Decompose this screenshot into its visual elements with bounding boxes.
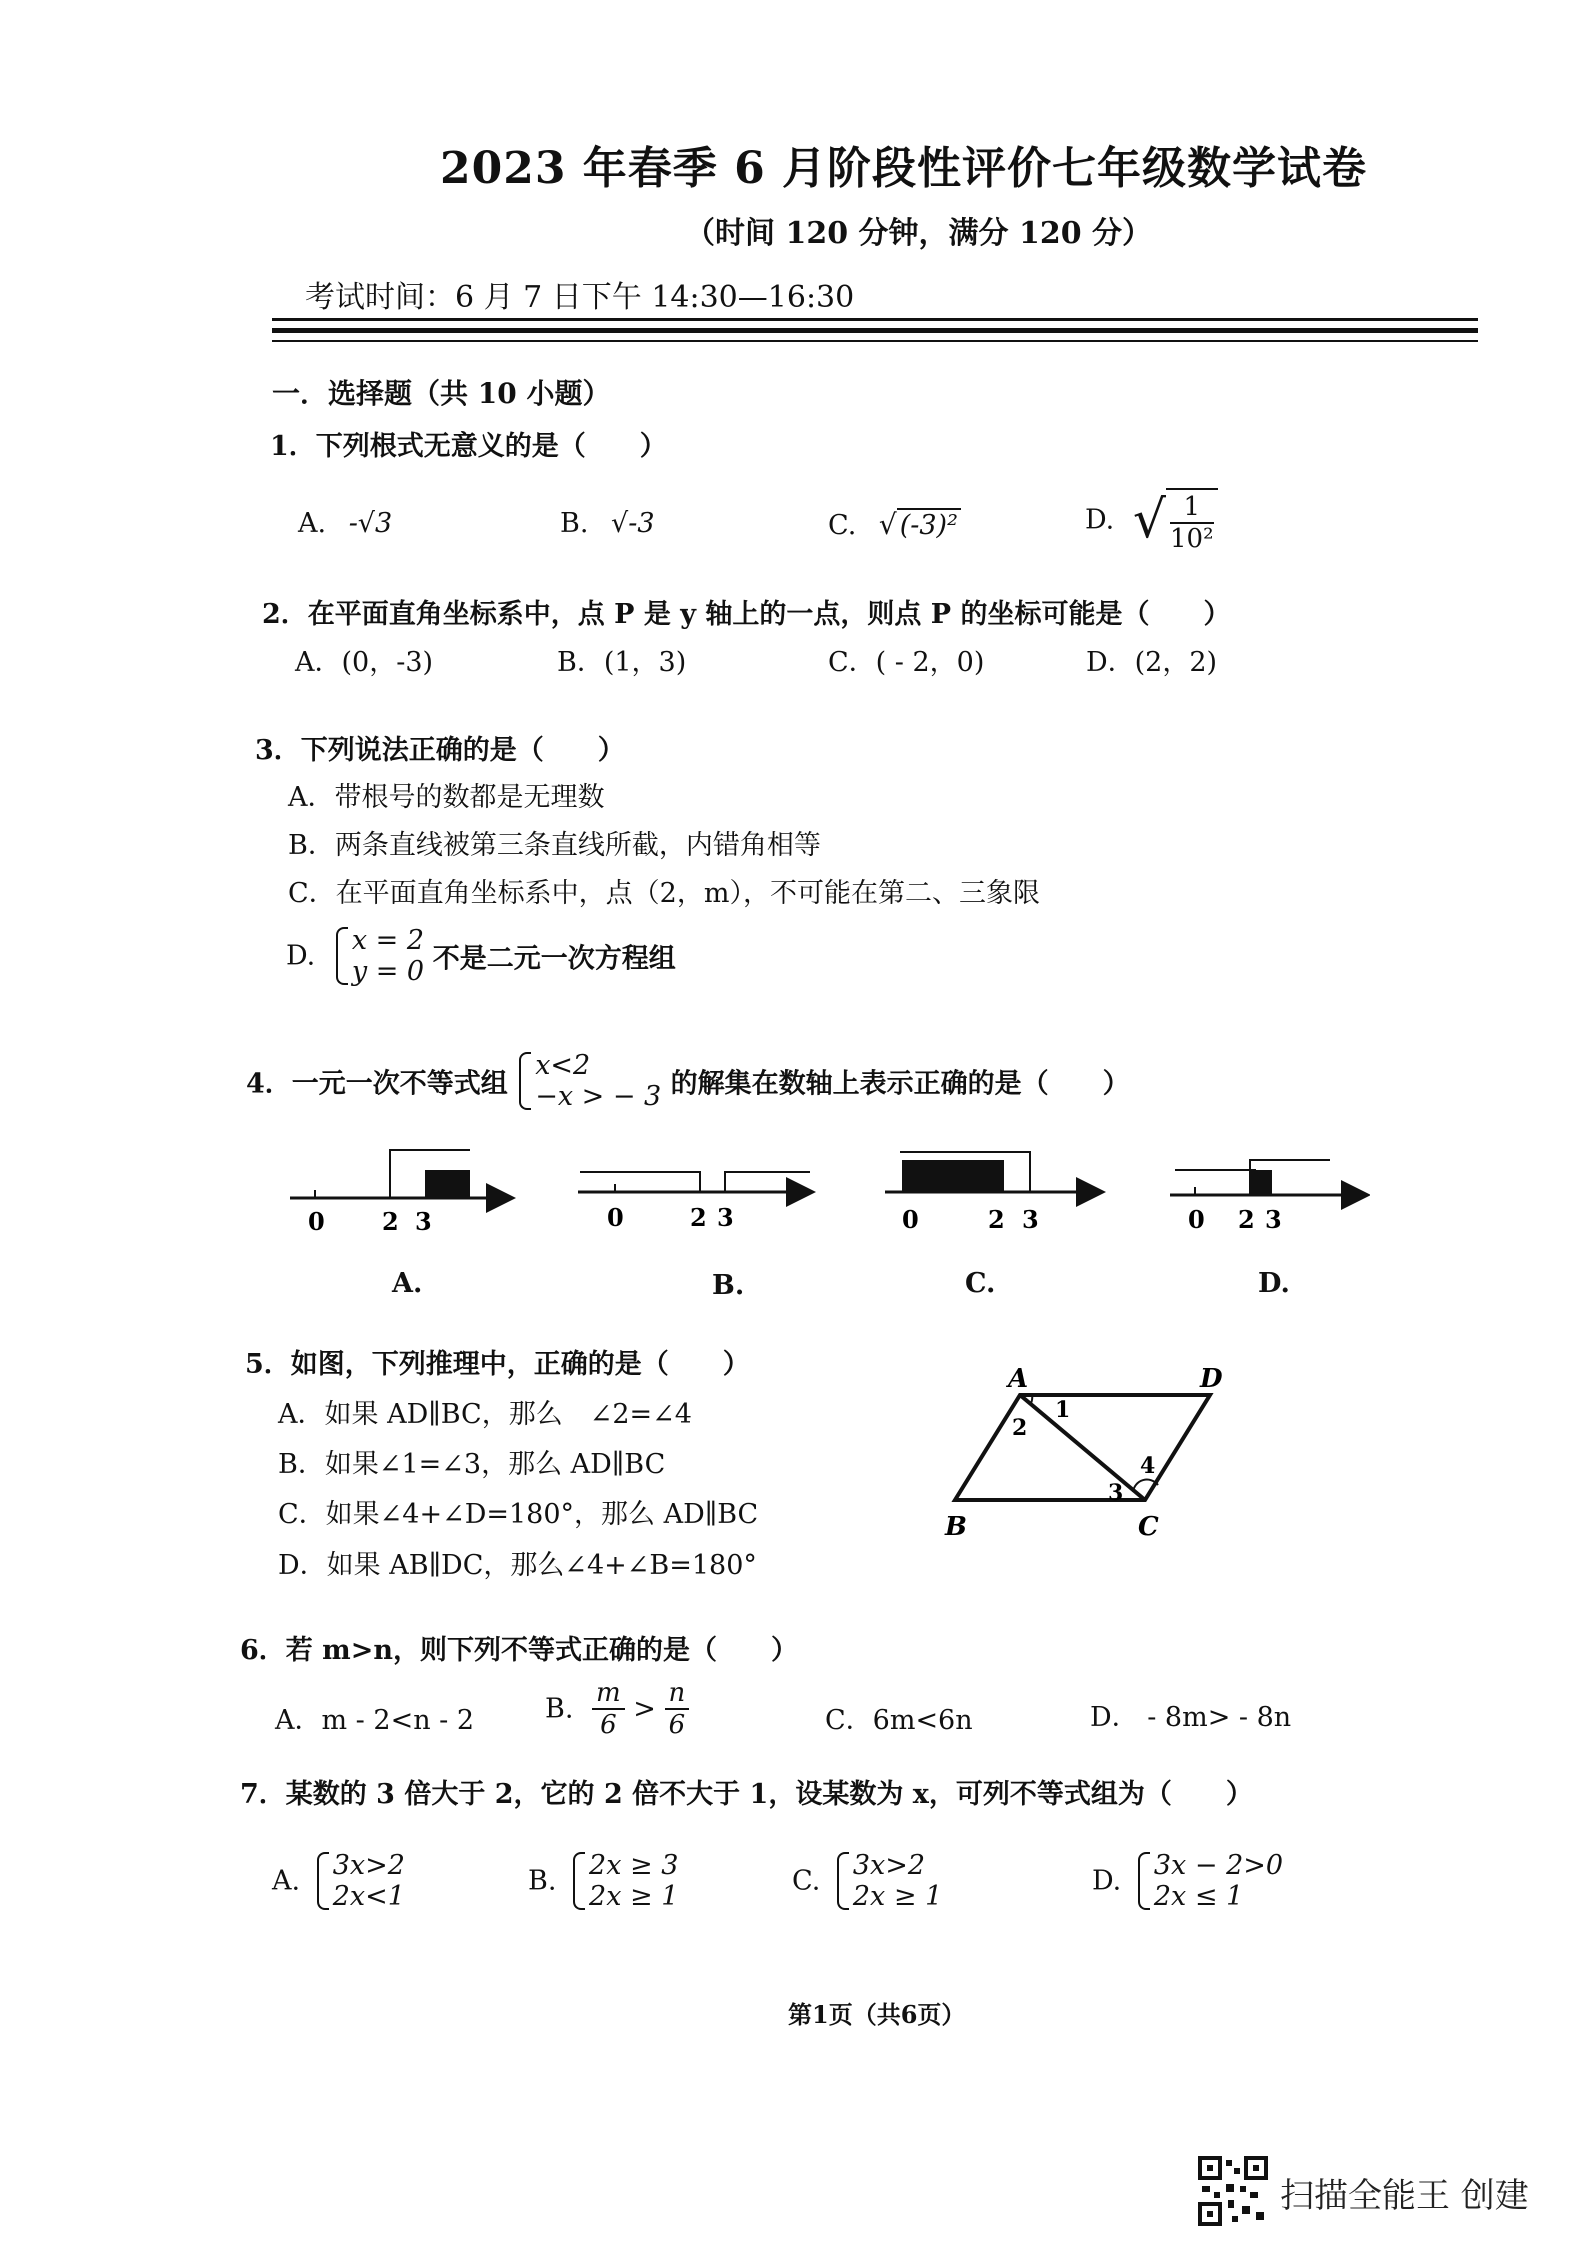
- q1-option-c: [828, 508, 961, 541]
- q1-option-d-fraction: [1166, 488, 1218, 552]
- q5-option-c: C．如果∠4+∠D=180°，那么 AD∥BC: [278, 1499, 759, 1530]
- q5-option-a: A．如果 AD∥BC，那么 ∠2=∠4: [278, 1399, 692, 1430]
- q7-option-d-system: [1136, 1850, 1283, 1912]
- header-rule-thick: [272, 328, 1478, 333]
- sqrt-symbol: √: [878, 508, 897, 541]
- q1-option-d: [1085, 488, 1218, 552]
- inequality-2: −x > − 3: [535, 1081, 662, 1113]
- tick-3: 3: [415, 1207, 432, 1236]
- q7-option-a-system: [315, 1850, 405, 1912]
- number-line-c: [885, 1152, 1100, 1234]
- q6-option-a: A．m - 2<n - 2: [275, 1705, 475, 1736]
- q2-option-b: B．(1，3): [557, 647, 687, 678]
- q6-option-d: D． - 8m> - 8n: [1090, 1702, 1292, 1733]
- angle-3-label: 3: [1108, 1480, 1124, 1506]
- q7-option-b: [528, 1850, 678, 1912]
- q7-option-b-system: [571, 1850, 678, 1912]
- question-1-stem: 1．下列根式无意义的是（ ）: [270, 431, 667, 462]
- q3-option-d-text: 不是二元一次方程组: [432, 943, 676, 975]
- q7-option-c-system: [835, 1850, 942, 1912]
- page-title: 2023 年春季 6 月阶段性评价七年级数学试卷: [440, 143, 1368, 194]
- tick-2: 2: [1238, 1205, 1255, 1234]
- fraction-n-over-6: [665, 1680, 690, 1738]
- tick-2: 2: [988, 1205, 1005, 1234]
- q4-number-lines: [270, 1130, 1370, 1290]
- fraction-m-over-6: [592, 1680, 625, 1738]
- q4-stem-post: 的解集在数轴上表示正确的是（ ）: [670, 1068, 1130, 1100]
- q5-parallelogram-figure: [930, 1355, 1260, 1555]
- q3-option-c: C．在平面直角坐标系中，点（2，m），不可能在第二、三象限: [288, 878, 1040, 909]
- inequality-2: 2x ≥ 1: [589, 1881, 679, 1913]
- angle-1-label: 1: [1055, 1397, 1071, 1423]
- q3-option-a: A．带根号的数都是无理数: [288, 782, 605, 813]
- q6-option-c: C．6m<6n: [825, 1705, 973, 1736]
- question-2-stem: 2．在平面直角坐标系中，点 P 是 y 轴上的一点，则点 P 的坐标可能是（ ）: [262, 599, 1231, 630]
- q4-option-a-label: A.: [392, 1268, 423, 1299]
- q7-option-d: [1092, 1850, 1283, 1912]
- tick-3: 3: [717, 1203, 734, 1232]
- q1-option-a: [298, 508, 392, 539]
- vertex-b-label: B: [945, 1512, 967, 1542]
- q7-option-c: [792, 1850, 942, 1912]
- q7-option-b-label: B.: [528, 1865, 557, 1897]
- vertex-c-label: C: [1138, 1512, 1159, 1542]
- angle-2-label: 2: [1012, 1415, 1028, 1441]
- question-5-stem: 5．如图，下列推理中，正确的是（ ）: [245, 1349, 750, 1380]
- tick-3: 3: [1022, 1205, 1039, 1234]
- q3-option-b: B．两条直线被第三条直线所截，内错角相等: [288, 830, 821, 861]
- tick-0: 0: [607, 1203, 624, 1232]
- fraction-denominator: 6: [668, 1710, 686, 1740]
- q2-option-a: A．(0，-3): [295, 647, 434, 678]
- q7-option-a: [272, 1850, 405, 1912]
- q2-option-d: D．(2，2): [1086, 647, 1218, 678]
- tick-0: 0: [902, 1205, 919, 1234]
- fraction-denominator: 10²: [1170, 524, 1214, 554]
- fraction-numerator: m: [592, 1680, 625, 1710]
- fraction-numerator: 1: [1170, 494, 1214, 524]
- q5-option-b: B．如果∠1=∠3，那么 AD∥BC: [278, 1449, 666, 1480]
- q1-option-b-label: B.: [560, 508, 589, 539]
- fraction-denominator: 6: [600, 1710, 617, 1740]
- q6-option-b: [545, 1680, 689, 1738]
- page-subtitle: （时间 120 分钟，满分 120 分）: [685, 216, 1153, 251]
- tick-0: 0: [1188, 1205, 1205, 1234]
- qr-code-icon: [1198, 2156, 1268, 2226]
- header-rule-thin: [272, 318, 1478, 321]
- q1-option-b: [560, 508, 655, 539]
- q1-option-a-label: A.: [298, 508, 327, 539]
- q6-option-b-label: B.: [545, 1693, 574, 1725]
- q7-option-c-label: C.: [792, 1865, 821, 1897]
- inequality-2: 2x ≤ 1: [1153, 1881, 1244, 1913]
- q4-option-c-label: C.: [965, 1268, 996, 1299]
- number-line-b: [578, 1172, 810, 1232]
- scanner-watermark-text: 扫描全能王 创建: [1280, 2176, 1529, 2216]
- q4-stem-pre: 4．一元一次不等式组: [246, 1068, 508, 1100]
- header-rule-bottom: [272, 340, 1478, 342]
- q7-option-d-label: D.: [1092, 1865, 1122, 1897]
- tick-2: 2: [382, 1207, 399, 1236]
- tick-0: 0: [308, 1207, 325, 1236]
- section-title: 一．选择题（共 10 小题）: [272, 377, 611, 410]
- q3-option-d-label: D.: [286, 940, 316, 972]
- question-6-stem: 6．若 m>n，则下列不等式正确的是（ ）: [240, 1635, 799, 1666]
- vertex-a-label: A: [1008, 1364, 1029, 1394]
- equation-1: x = 2: [351, 925, 425, 956]
- inequality-1: 3x>2: [852, 1850, 926, 1881]
- number-line-a: [290, 1150, 510, 1236]
- q1-option-c-label: C.: [828, 510, 857, 541]
- equation-2: y = 0: [351, 956, 425, 988]
- q5-option-d: D．如果 AB∥DC，那么∠4+∠B=180°: [278, 1550, 757, 1581]
- q1-option-a-value: -√3: [348, 508, 393, 539]
- q4-option-b-label: B.: [712, 1270, 745, 1301]
- inequality-2: 2x<1: [332, 1881, 405, 1913]
- tick-3: 3: [1265, 1205, 1282, 1234]
- inequality-1: 3x − 2>0: [1153, 1850, 1284, 1881]
- number-line-d: [1170, 1160, 1365, 1234]
- tick-2: 2: [690, 1203, 707, 1232]
- sqrt-symbol: √: [1132, 490, 1167, 550]
- angle-4-label: 4: [1140, 1453, 1156, 1479]
- q6-option-b-operator: >: [633, 1693, 656, 1725]
- inequality-1: 2x ≥ 3: [589, 1850, 679, 1881]
- q3-equation-system: [334, 925, 424, 987]
- question-7-stem: 7．某数的 3 倍大于 2，它的 2 倍不大于 1，设某数为 x，可列不等式组为（ ）: [240, 1779, 1253, 1810]
- inequality-2: 2x ≥ 1: [852, 1881, 943, 1913]
- inequality-1: 3x>2: [332, 1850, 405, 1881]
- q3-option-d: [286, 925, 676, 987]
- q4-inequality-system: [517, 1050, 661, 1112]
- question-3-stem: 3．下列说法正确的是（ ）: [255, 735, 625, 766]
- fraction-numerator: n: [665, 1680, 690, 1710]
- vertex-d-label: D: [1200, 1364, 1223, 1394]
- exam-time: 考试时间：6 月 7 日下午 14:30—16:30: [305, 280, 855, 315]
- q1-option-b-value: √-3: [611, 508, 655, 539]
- q7-option-a-label: A.: [272, 1865, 301, 1897]
- q2-option-c: C．( - 2，0): [828, 647, 985, 678]
- q1-option-d-label: D.: [1085, 504, 1115, 536]
- question-4-stem: [246, 1050, 1130, 1112]
- inequality-1: x<2: [535, 1050, 591, 1081]
- q1-option-c-value: (-3)²: [897, 508, 961, 541]
- page-number: 第1页（共6页）: [788, 2000, 966, 2029]
- q4-option-d-label: D.: [1258, 1268, 1290, 1299]
